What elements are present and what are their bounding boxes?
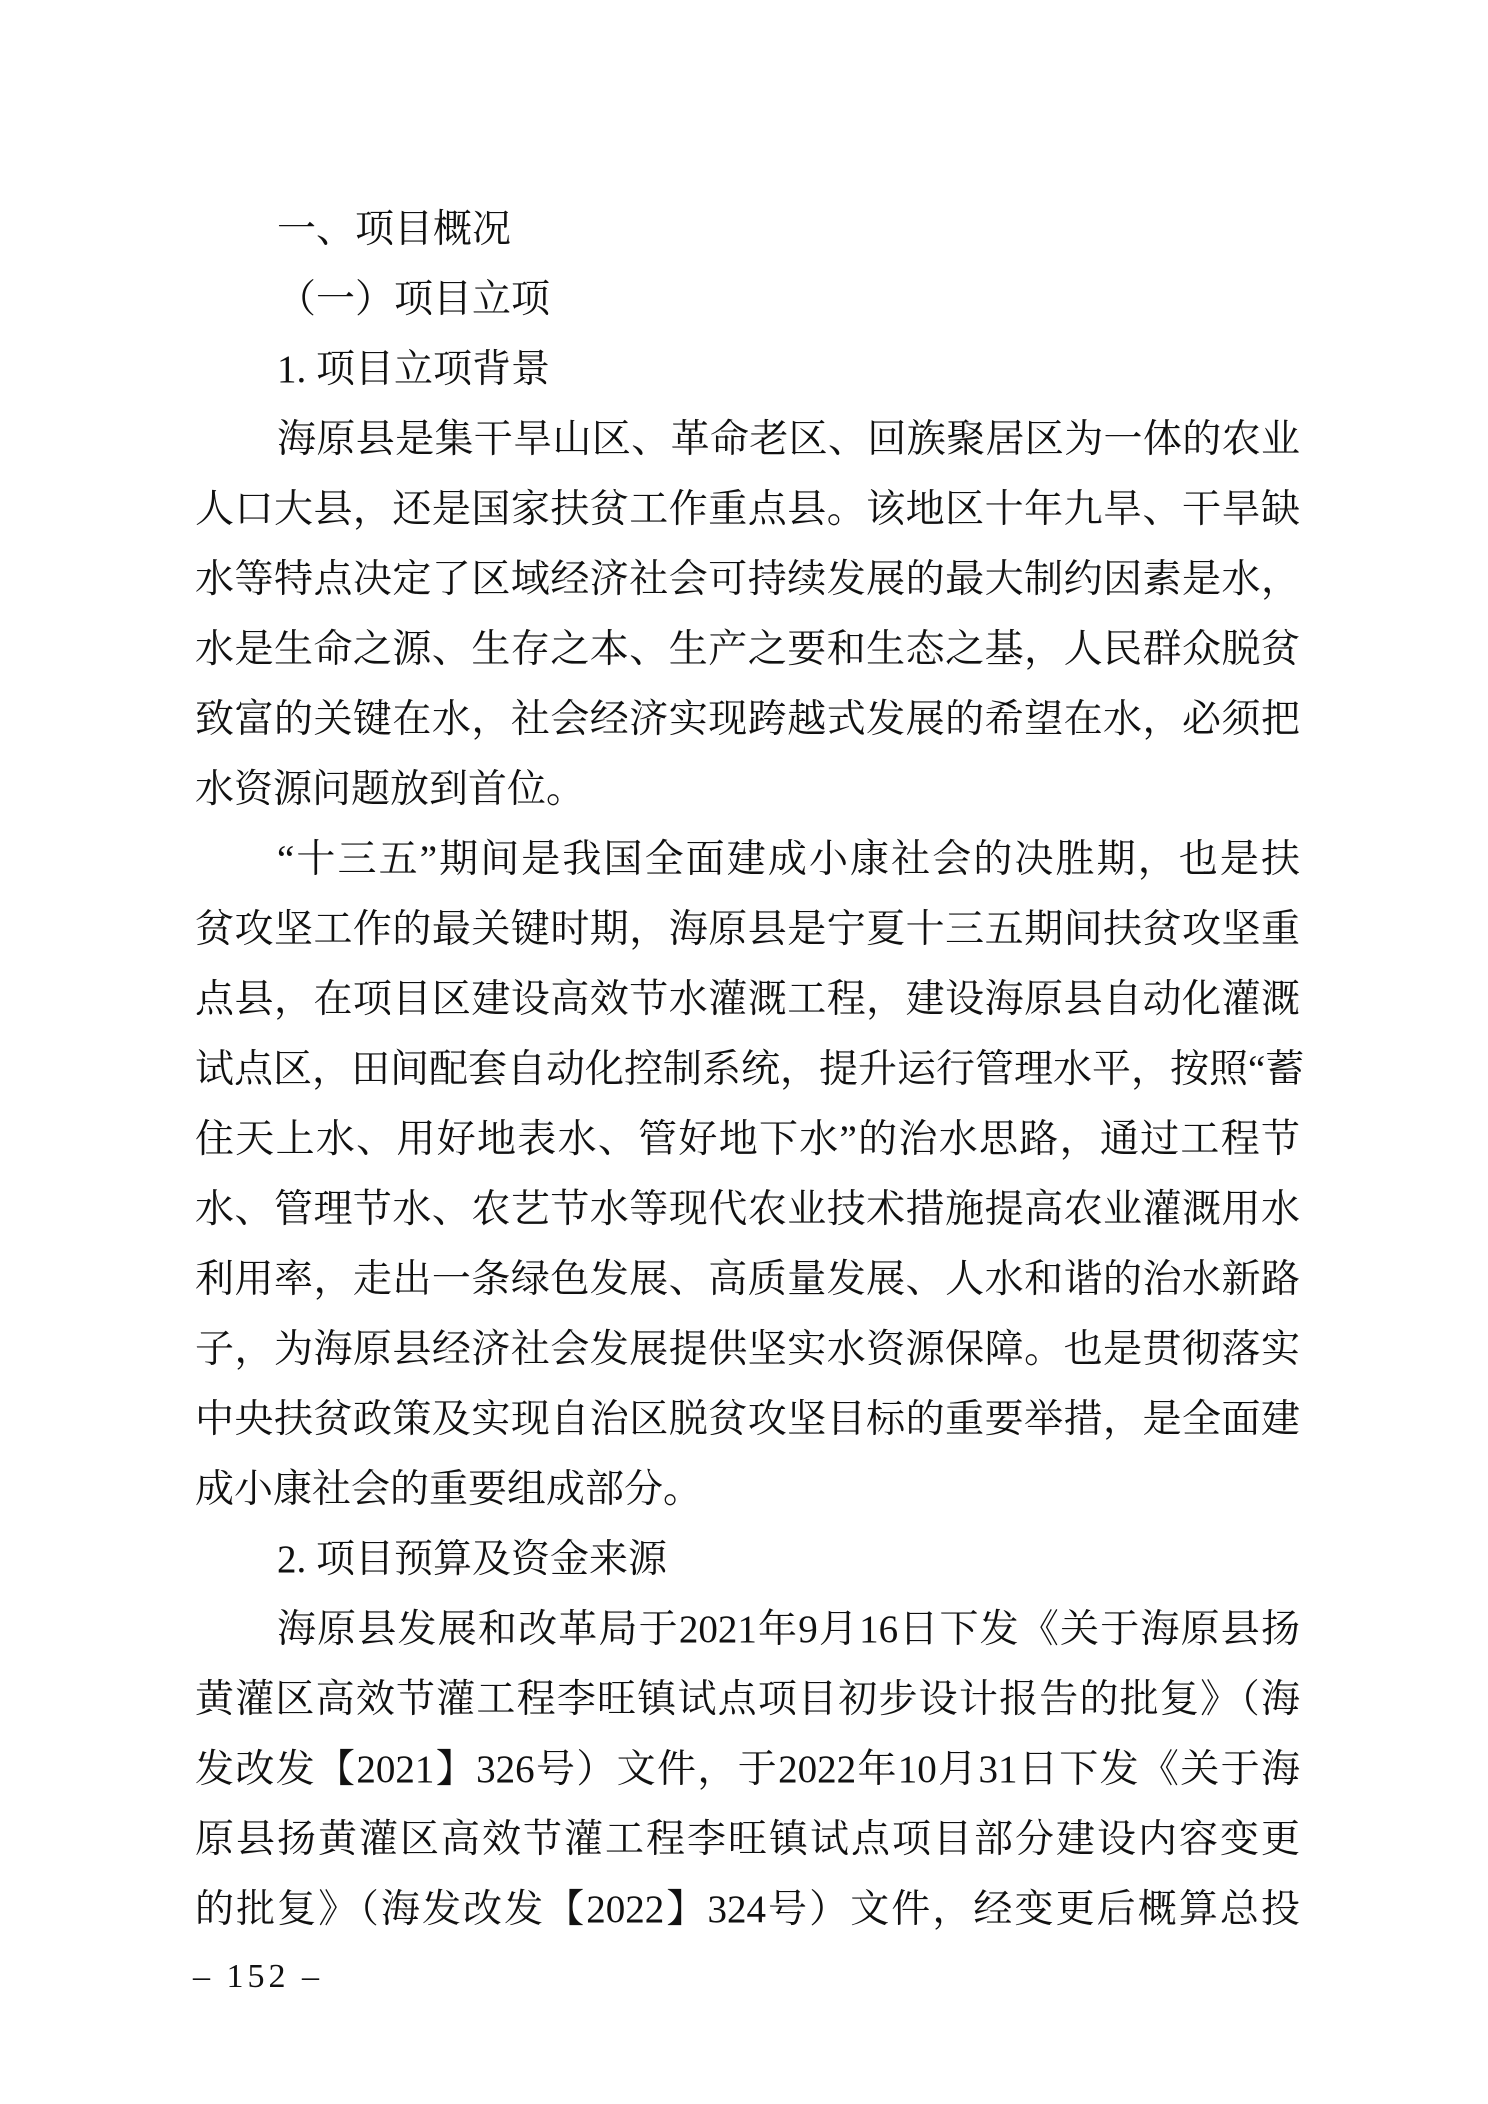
text-line: 海原县发展和改革局于2021年9月16日下发《关于海原县扬: [277, 1608, 1300, 1651]
paragraph-thirteenth-five-plan: [195, 825, 1305, 1525]
paragraph-budget-funding: [195, 1595, 1300, 1945]
text-line: “十三五”期间是我国全面建成小康社会的决胜期，也是扶: [277, 838, 1300, 881]
text-line: 海原县是集干旱山区、革命老区、回族聚居区为一体的农业: [277, 418, 1300, 461]
text-line: 原县扬黄灌区高效节灌工程李旺镇试点项目部分建设内容变更: [195, 1818, 1300, 1861]
item-heading-2: 2. 项目预算及资金来源: [277, 1538, 668, 1581]
text-line: 试点区，田间配套自动化控制系统，提升运行管理水平，按照“蓄: [195, 1048, 1305, 1091]
text-line: 的批复》（海发改发【2022】324号）文件，经变更后概算总投: [195, 1888, 1300, 1931]
text-line: 水等特点决定了区域经济社会可持续发展的最大制约因素是水，: [195, 558, 1300, 601]
text-line: 住天上水、用好地表水、管好地下水”的治水思路，通过工程节: [195, 1118, 1300, 1161]
text-line: 发改发【2021】326号）文件，于2022年10月31日下发《关于海: [195, 1748, 1300, 1791]
paragraph-project-background: [195, 405, 1300, 825]
page-content: [195, 195, 1305, 1945]
text-line: 人口大县，还是国家扶贫工作重点县。该地区十年九旱、干旱缺: [195, 488, 1300, 531]
text-line: 水、管理节水、农艺节水等现代农业技术措施提高农业灌溉用水: [195, 1188, 1300, 1231]
text-line: 水资源问题放到首位。: [195, 768, 586, 811]
text-line: 黄灌区高效节灌工程李旺镇试点项目初步设计报告的批复》（海: [195, 1678, 1300, 1721]
section-heading: 一、项目概况: [277, 208, 512, 251]
page-number: – 152 –: [193, 1958, 323, 1995]
text-line: 贫攻坚工作的最关键时期，海原县是宁夏十三五期间扶贫攻坚重: [195, 908, 1300, 951]
text-line: 利用率，走出一条绿色发展、高质量发展、人水和谐的治水新路: [195, 1258, 1300, 1301]
text-line: 水是生命之源、生存之本、生产之要和生态之基，人民群众脱贫: [195, 628, 1300, 671]
item-heading-1: 1. 项目立项背景: [277, 348, 551, 391]
text-line: 成小康社会的重要组成部分。: [195, 1468, 703, 1511]
subsection-heading: （一）项目立项: [277, 278, 551, 321]
text-line: 致富的关键在水，社会经济实现跨越式发展的希望在水，必须把: [195, 698, 1300, 741]
text-line: 点县，在项目区建设高效节水灌溉工程，建设海原县自动化灌溉: [195, 978, 1300, 1021]
text-line: 中央扶贫政策及实现自治区脱贫攻坚目标的重要举措，是全面建: [195, 1398, 1300, 1441]
text-line: 子，为海原县经济社会发展提供坚实水资源保障。也是贯彻落实: [195, 1328, 1300, 1371]
